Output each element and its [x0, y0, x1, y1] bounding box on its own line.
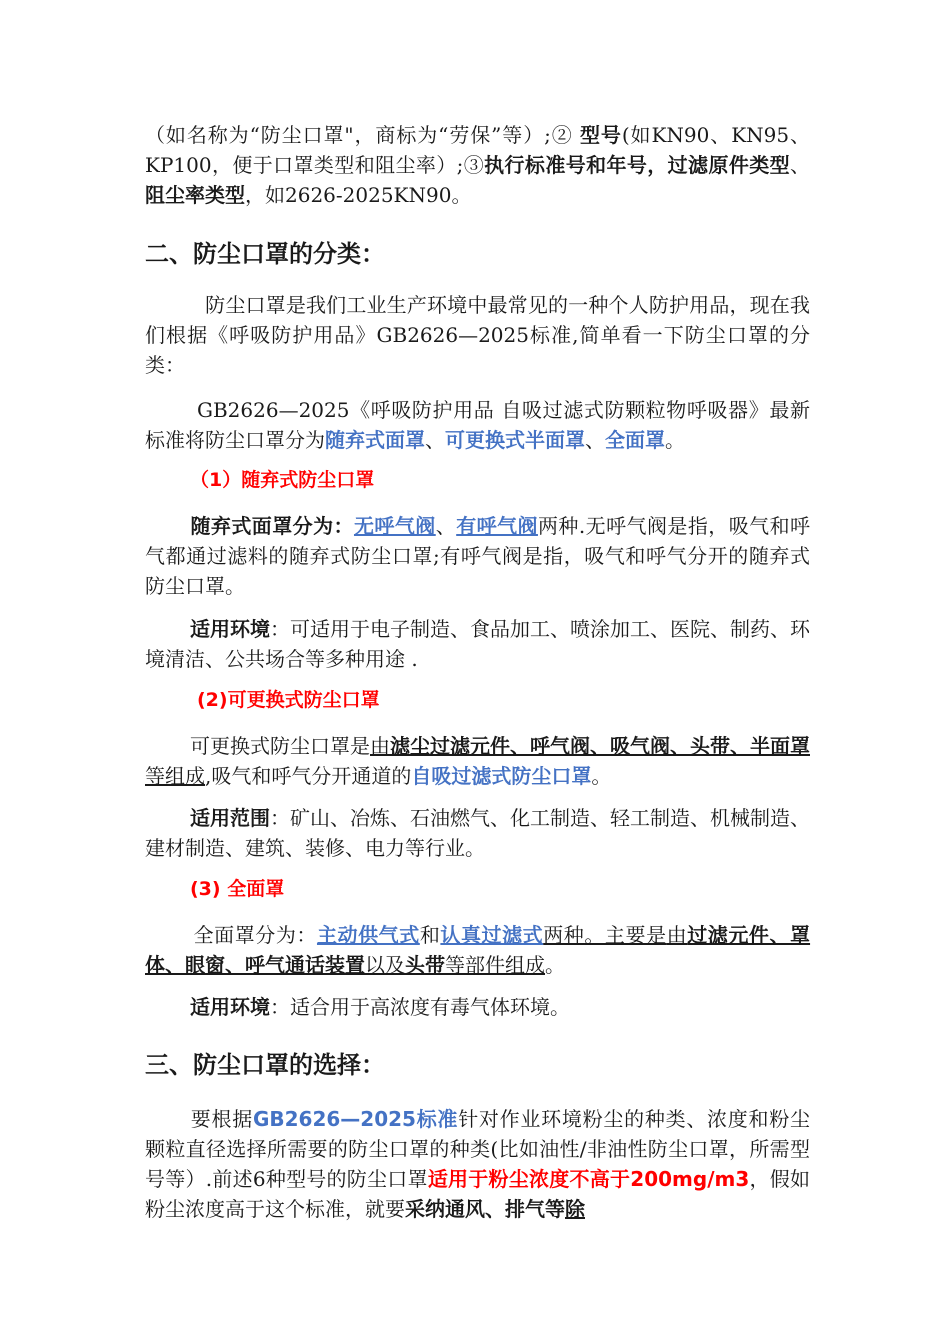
section-2-heading: 二、防尘口罩的分类：	[145, 240, 385, 268]
sec2-paragraph-7	[145, 920, 810, 980]
sec2-paragraph-6	[145, 803, 810, 863]
p6-text: ：矿山、冶炼、石油燃气、化工制造、轻工制造、机械制造、建材制造、建筑、装修、电力等行业。	[145, 806, 810, 860]
subheading-3: (3) 全面罩	[190, 878, 285, 900]
p8-text: ：适合用于高浓度有毒气体环境。	[270, 995, 570, 1019]
sec3-p1-text: 要根据	[190, 1107, 253, 1131]
term-filter: 认真过滤式	[440, 923, 544, 947]
p5-text: 可更换式防尘口罩是	[190, 734, 370, 758]
p4-lead: 适用环境	[190, 617, 270, 641]
separator: 、	[435, 514, 457, 538]
p7-text-3: 以及	[365, 953, 405, 977]
subheading-1: （1）随弃式防尘口罩	[190, 469, 375, 491]
separator: 、	[585, 428, 605, 452]
sec2-paragraph-1	[145, 290, 810, 380]
term-with-valve: 有呼气阀	[456, 514, 538, 538]
p3-text: 两种.无呼气阀是指，吸气和呼气都通过滤料的随弃式防尘口罩;有呼气阀是指，吸气和呼气分开的随弃式防尘口罩。	[145, 514, 811, 598]
sec2-paragraph-2	[145, 395, 810, 455]
p5-underlined: 由	[370, 734, 390, 758]
intro-paragraph	[145, 120, 810, 210]
standard-ref: GB2626—2025标准	[252, 1107, 459, 1131]
sec3-p1-text-3: ，假如粉尘浓度高于这个标准，就要	[145, 1167, 811, 1221]
sec2-paragraph-5	[145, 731, 810, 791]
term-half-mask: 可更换式半面罩	[445, 428, 585, 452]
period: 。	[545, 953, 565, 977]
sec2-paragraph-3	[145, 511, 810, 601]
separator: 、	[425, 428, 445, 452]
period: 。	[665, 428, 685, 452]
separator: 、	[790, 153, 810, 177]
term-no-valve: 无呼气阀	[353, 514, 436, 538]
p7-text-2: 两种。主要是	[543, 923, 667, 947]
sec3-paragraph-1	[145, 1104, 810, 1224]
term-active-supply: 主动供气式	[316, 923, 420, 947]
p4-text: ：可适用于电子制造、食品加工、喷涂加工、医院、制药、环境清洁、公共场合等多种用途 .	[145, 617, 810, 671]
standard-label: 执行标准号和年号，过滤原件类型	[484, 153, 790, 177]
ventilation-measures: 采纳通风、排气等	[405, 1197, 565, 1221]
rate-label: 阻尘率类型	[145, 183, 245, 207]
p3-lead: 随弃式面罩分为：	[190, 514, 354, 538]
sec3-p1-underlined: 除	[565, 1197, 585, 1221]
intro-text-2: (如KN90、KN95、KP100，便于口罩类型和阻尘率）;③	[145, 123, 810, 177]
term-disposable: 随弃式面罩	[325, 428, 425, 452]
sec2-p1-text: 防尘口罩是我们工业生产环境中最常见的一种个人防护用品，现在我们根据《呼吸防护用品》GB2626—2025标准,简单看一下防尘口罩的分类：	[145, 293, 810, 377]
sec2-paragraph-8	[145, 992, 810, 1022]
p6-lead: 适用范围	[190, 806, 270, 830]
p7-underlined: 由	[666, 923, 688, 947]
p7-parts: 过滤元件、罩体、眼窗、呼气通话装置	[145, 923, 811, 977]
section-3-heading: 三、防尘口罩的选择：	[145, 1051, 385, 1079]
sec2-paragraph-4	[145, 614, 810, 674]
sec3-p1-text-2: 针对作业环境粉尘的种类、浓度和粉尘颗粒直径选择所需要的防尘口罩的种类(比如油性/非油性防尘口罩，所需型号等）.前述6种型号的防尘口罩	[145, 1107, 811, 1191]
p7-headband: 头带	[405, 953, 445, 977]
model-label: 型号	[579, 123, 622, 147]
period: 。	[591, 764, 612, 788]
sec2-p2-text: GB2626—2025《呼吸防护用品 自吸过滤式防颗粒物呼吸器》最新标准将防尘口罩分为	[145, 398, 810, 452]
p7-and: 和	[419, 923, 441, 947]
p5-parts: 滤尘过滤元件、呼气阀、吸气阀、头带、半面罩	[390, 734, 810, 758]
term-self-filter: 自吸过滤式防尘口罩	[411, 764, 592, 788]
subheading-2: (2)可更换式防尘口罩	[197, 689, 380, 711]
term-full-mask: 全面罩	[605, 428, 665, 452]
p7-underlined-2: 等部件组成	[445, 953, 545, 977]
p5-underlined-2: 等组成	[145, 764, 205, 788]
p8-lead: 适用环境	[190, 995, 270, 1019]
concentration-limit: 适用于粉尘浓度不高于200mg/m3	[427, 1167, 750, 1191]
intro-text: （如名称为“防尘口罩"，商标为“劳保”等）;②	[145, 123, 580, 147]
intro-text-end: ，如2626-2025KN90。	[245, 183, 472, 207]
p7-text: 全面罩分为：	[193, 923, 317, 947]
p5-text-2: ,吸气和呼气分开通道的	[205, 764, 412, 788]
